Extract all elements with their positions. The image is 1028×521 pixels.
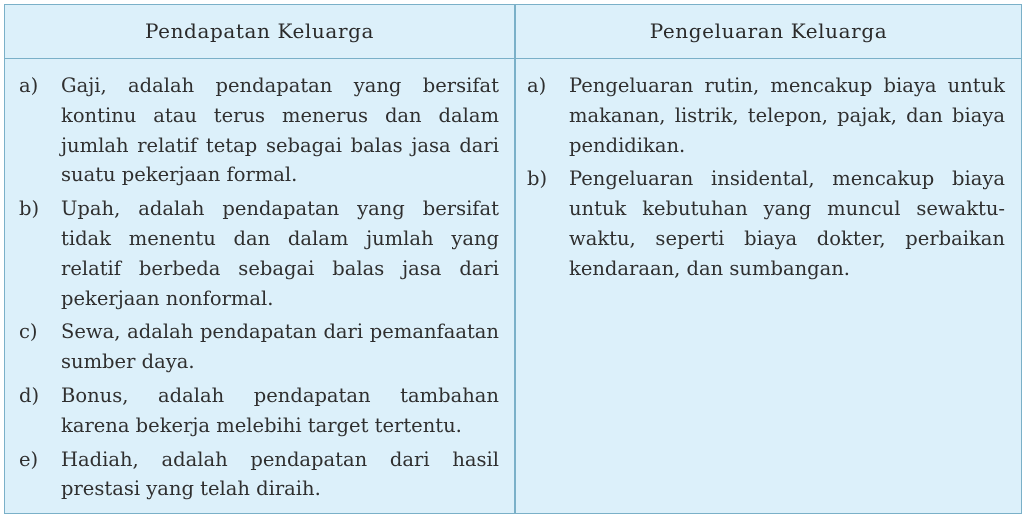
list-item (527, 164, 1005, 283)
column-divider (514, 5, 516, 513)
item-marker: b) (19, 197, 40, 221)
list-item (19, 381, 499, 441)
list-item (19, 445, 499, 505)
item-marker: b) (527, 167, 548, 191)
item-text: Sewa, adalah pendapatan dari pemanfaatan sumber daya. (61, 320, 499, 374)
item-marker: c) (19, 320, 38, 344)
header-income: Pendapatan Keluarga (144, 19, 375, 43)
item-text: Bonus, adalah pendapatan tambahan karena bekerja melebihi target tertentu. (61, 383, 499, 437)
item-marker: a) (19, 74, 39, 97)
item-marker: d) (19, 383, 40, 407)
item-marker: a) (527, 74, 547, 97)
item-marker: e) (19, 447, 39, 471)
item-text: Pengeluaran insidental, mencakup biaya untuk kebutuhan yang muncul sewaktu-waktu, seperti biaya dokter, perbaikan kendaraan, dan sumbangan. (569, 167, 1005, 280)
expense-list (527, 71, 1005, 288)
list-item (19, 194, 499, 313)
income-expense-table (4, 4, 1022, 514)
item-text: Gaji, adalah pendapatan yang bersifat kontinu atau terus menerus dan dalam jumlah relatif tetap sebagai balas jasa dari suatu pekerjaan formal. (61, 74, 499, 187)
header-expense: Pengeluaran Keluarga (649, 19, 888, 43)
list-item (19, 71, 499, 190)
list-item (527, 71, 1005, 160)
list-item (19, 317, 499, 377)
item-text: Upah, adalah pendapatan yang bersifat tidak menentu dan dalam jumlah yang relatif berbeda sebagai balas jasa dari pekerjaan nonformal. (61, 197, 499, 310)
income-list (19, 71, 499, 508)
item-text: Pengeluaran rutin, mencakup biaya untuk makanan, listrik, telepon, pajak, dan biaya pendidikan. (569, 74, 1005, 157)
item-text: Hadiah, adalah pendapatan dari hasil prestasi yang telah diraih. (61, 447, 499, 501)
